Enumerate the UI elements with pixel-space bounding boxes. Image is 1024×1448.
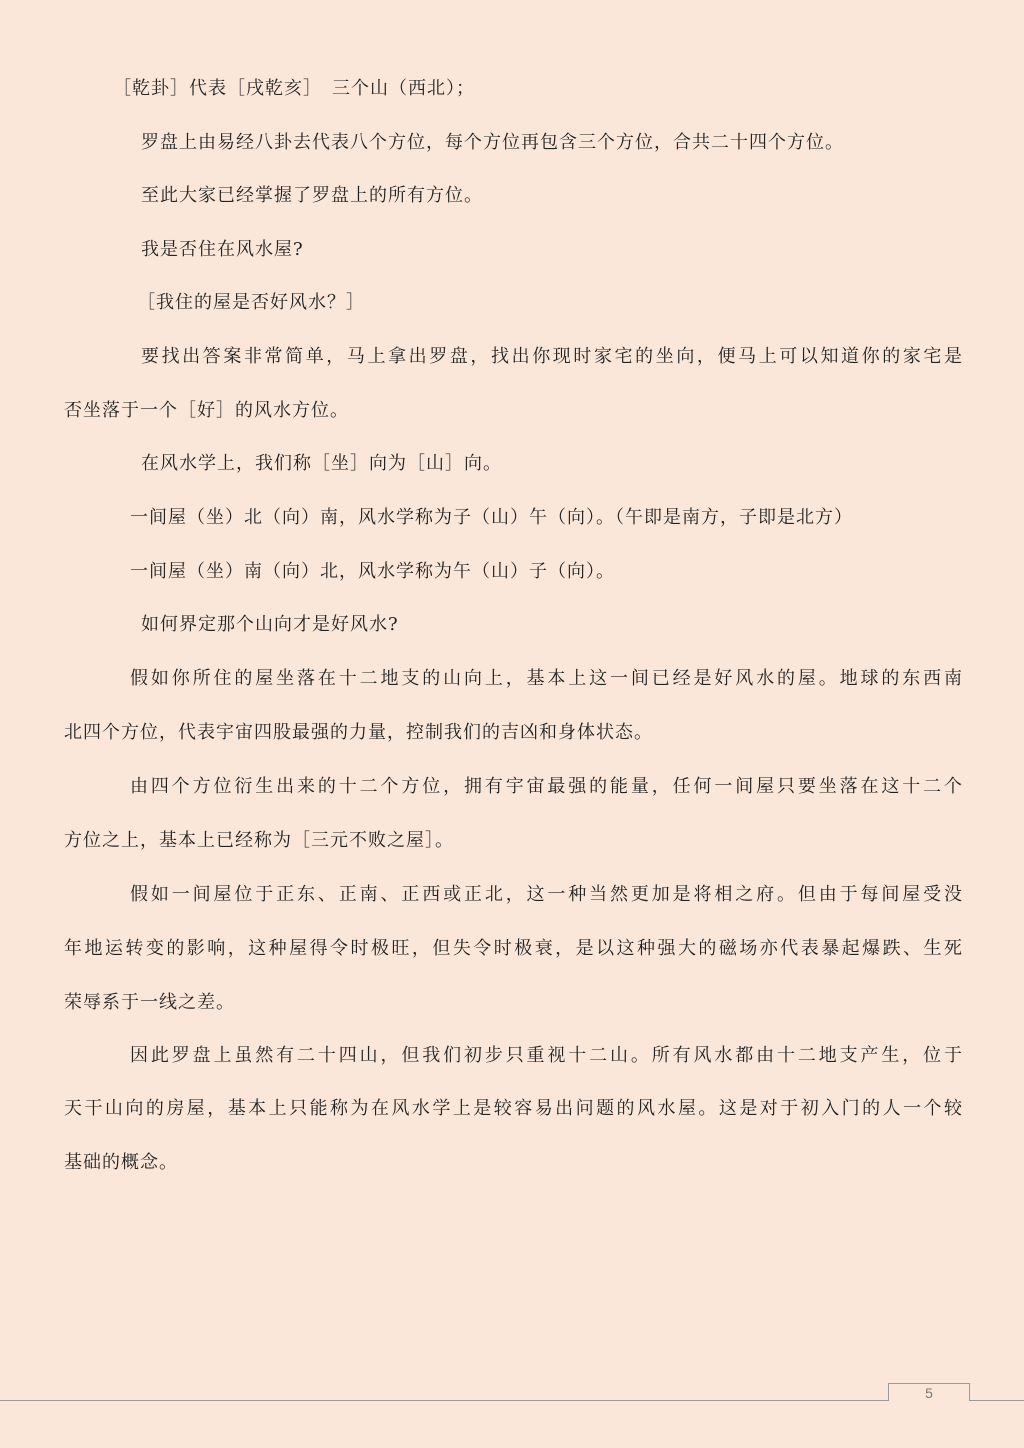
text-line-qian-gua: ［乾卦］代表［戌乾亥］ 三个山（西北）； xyxy=(113,78,475,99)
text-line-heavenly-stems: 天干山向的房屋，基本上只能称为在风水学上是较容易出问题的风水屋。这是对于初入门的人一个较 xyxy=(64,1098,963,1119)
text-line-good-position: 否坐落于一个［好］的风水方位。 xyxy=(64,400,349,421)
footer-divider xyxy=(0,1400,1024,1401)
text-line-undefeated-house: 方位之上，基本上已经称为［三元不败之屋］。 xyxy=(64,830,454,851)
text-line-cardinal-directions: 假如一间屋位于正东、正南、正西或正北，这一种当然更加是将相之府。但由于每间屋受没 xyxy=(130,884,963,905)
text-line-question-mountain-direction: 如何界定那个山向才是好风水? xyxy=(141,614,399,635)
text-line-answer-simple: 要找出答案非常简单，马上拿出罗盘，找出你现时家宅的坐向，便马上可以知道你的家宅是 xyxy=(141,346,963,367)
text-line-sit-mountain: 在风水学上，我们称［坐］向为［山］向。 xyxy=(141,453,502,474)
text-line-basic-concept: 基础的概念。 xyxy=(64,1152,178,1173)
text-line-twelve-positions: 由四个方位衍生出来的十二个方位，拥有宇宙最强的能量，任何一间屋只要坐落在这十二个 xyxy=(130,776,963,797)
text-line-mastered-directions: 至此大家已经掌握了罗盘上的所有方位。 xyxy=(141,185,483,206)
text-line-question-fengshui-house: 我是否住在风水屋? xyxy=(141,239,304,260)
text-line-fine-line: 荣辱系于一线之差。 xyxy=(64,992,235,1013)
text-line-earth-luck: 年地运转变的影响，这种屋得令时极旺，但失令时极衰，是以这种强大的磁场亦代表暴起爆跌、生死 xyxy=(64,938,963,959)
text-line-twenty-four-mountains: 因此罗盘上虽然有二十四山，但我们初步只重视十二山。所有风水都由十二地支产生，位于 xyxy=(130,1045,963,1066)
text-line-luopan-directions: 罗盘上由易经八卦去代表八个方位，每个方位再包含三个方位，合共二十四个方位。 xyxy=(141,132,844,153)
text-line-twelve-branches: 假如你所住的屋坐落在十二地支的山向上，基本上这一间已经是好风水的屋。地球的东西南 xyxy=(130,668,963,689)
text-line-south-north: 一间屋（坐）南（向）北，风水学称为午（山）子（向）。 xyxy=(130,561,615,582)
text-line-question-good-fengshui: ［我住的屋是否好风水？］ xyxy=(137,292,365,313)
page-number: 5 xyxy=(925,1385,933,1401)
text-line-four-directions: 北四个方位，代表宇宙四股最强的力量，控制我们的吉凶和身体状态。 xyxy=(64,722,653,743)
text-line-north-south: 一间屋（坐）北（向）南，风水学称为子（山）午（向）。（午即是南方，子即是北方） xyxy=(130,507,853,528)
